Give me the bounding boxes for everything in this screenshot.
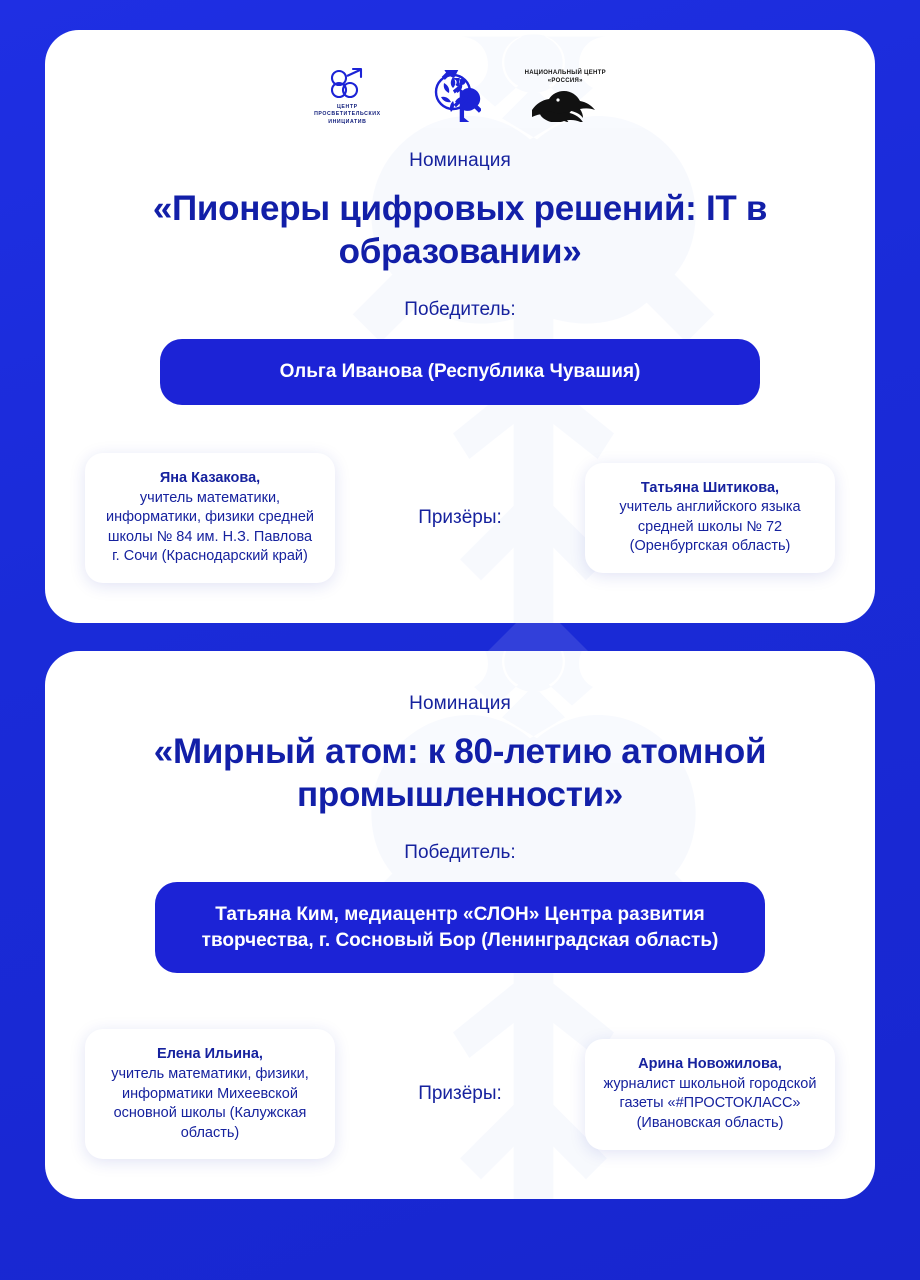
nomination-label: Номинация	[409, 150, 511, 171]
prizewinners-label: Призёры:	[418, 1083, 502, 1105]
nomination-title: «Мирный атом: к 80-летию атомной промышленности»	[153, 731, 767, 814]
prizewinner-card	[585, 1039, 835, 1149]
winner-name-pill: Ольга Иванова (Республика Чувашия)	[160, 339, 760, 405]
logos-row	[314, 64, 606, 128]
nomination-label: Номинация	[409, 692, 511, 714]
winner-label: Победитель:	[404, 842, 516, 864]
prizewinner-description: учитель английского языка средней школы № 72 (Оренбургская область)	[619, 499, 801, 555]
cpi-logo-caption: ЦЕНТР ПРОСВЕТИТЕЛЬСКИХ ИНИЦИАТИВ	[314, 103, 381, 125]
card-1-content	[85, 64, 835, 583]
prizewinner-name: Яна Казакова,	[159, 470, 261, 487]
nomination-card-2	[45, 651, 875, 1199]
prizewinners-row	[85, 1029, 835, 1159]
prizewinner-description: учитель математики, физики, информатики Михеевской основной школы (Калужская область)	[111, 1066, 309, 1141]
prizewinner-name: Татьяна Шитикова,	[640, 479, 780, 496]
national-center-logo-caption: НАЦИОНАЛЬНЫЙ ЦЕНТР «РОССИЯ»	[524, 69, 606, 84]
ministry-of-education-logo	[425, 70, 481, 122]
nomination-title: «Пионеры цифровых решений: IT в образовании»	[152, 189, 768, 271]
prizewinner-card	[85, 453, 335, 583]
prizewinner-name: Арина Новожилова,	[638, 1056, 782, 1073]
card-2-content	[85, 685, 835, 1159]
prizewinner-name: Елена Ильина,	[157, 1046, 263, 1063]
prizewinner-description: учитель математики, информатики, физики средней школы № 84 им. Н.З. Павлова г. Сочи (Краснодарский край)	[105, 489, 315, 565]
prizewinner-description: журналист школьной городской газеты «#ПРОСТОКЛАСС» (Ивановская область)	[603, 1075, 817, 1131]
winner-name-pill: Татьяна Ким, медиацентр «СЛОН» Центра развития творчества, г. Сосновый Бор (Ленинградская область)	[155, 882, 765, 973]
national-center-russia-logo	[525, 70, 606, 123]
nomination-card-1	[45, 30, 875, 623]
prizewinner-card	[585, 463, 835, 573]
center-of-educational-initiatives-logo	[314, 66, 381, 127]
prizewinners-row	[85, 453, 835, 583]
prizewinners-label: Призёры:	[418, 506, 502, 528]
prizewinner-card	[85, 1029, 335, 1159]
winner-label: Победитель:	[404, 299, 516, 321]
